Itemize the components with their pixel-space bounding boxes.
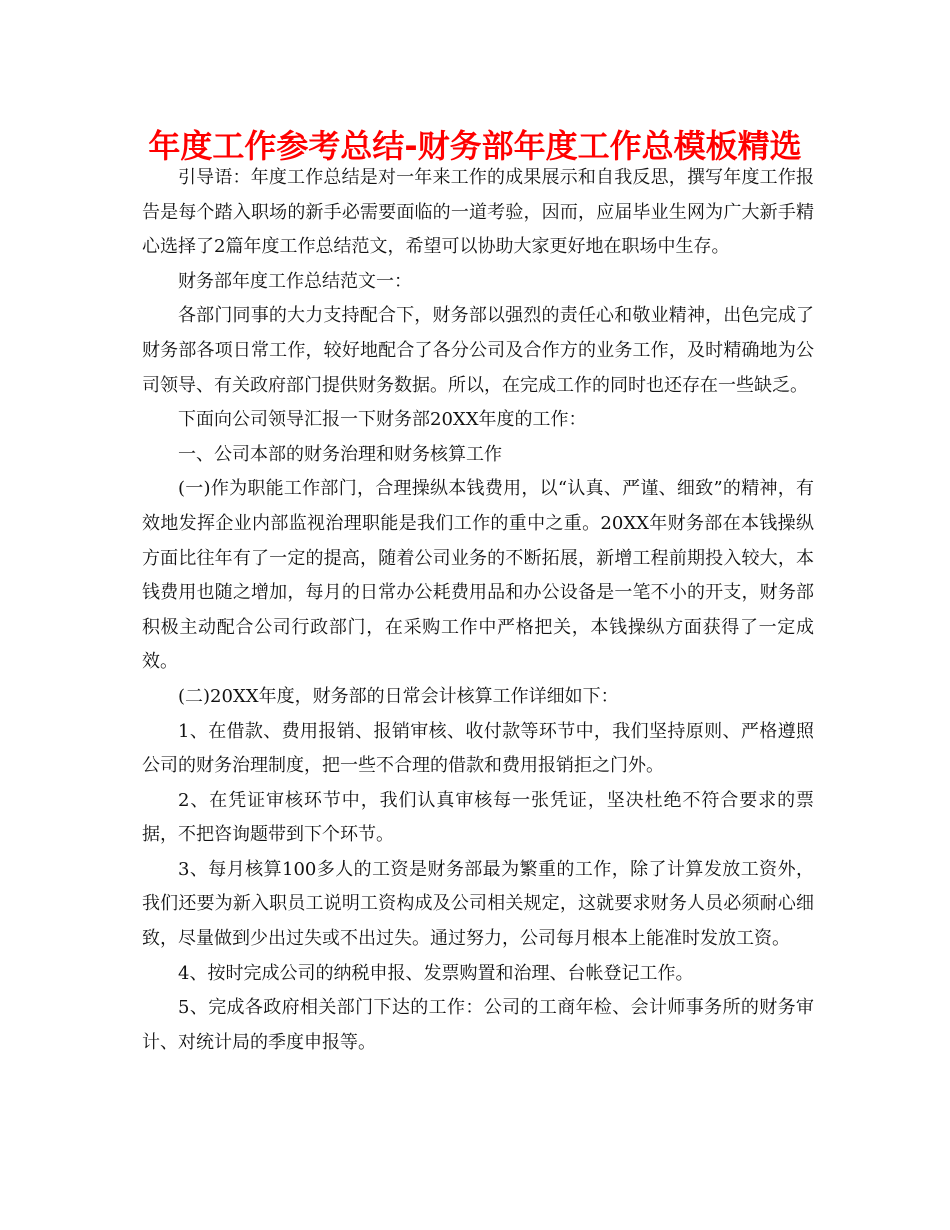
section-heading-part-one: 一、公司本部的财务治理和财务核算工作	[178, 443, 502, 465]
list-item: 5、完成各政府相关部门下达的工作：公司的工商年检、会计师事务所的财务审计、对统计局的季度申报等。	[142, 997, 814, 1053]
body-paragraph: 下面向公司领导汇报一下财务部20XX年度的工作：	[178, 409, 587, 431]
list-item: 3、每月核算100多人的工资是财务部最为繁重的工作，除了计算发放工资外，我们还要为新入职员工说明工资构成及公司相关规定，这就要求财务人员必须耐心细致，尽量做到少出过失或不出过失。通过努力，公司每月根本上能准时发放工资。	[142, 858, 814, 950]
section-heading-sample-one: 财务部年度工作总结范文一：	[178, 270, 412, 292]
subsection-heading: (二)20XX年度，财务部的日常会计核算工作详细如下：	[178, 685, 619, 707]
document-title: 年度工作参考总结-财务部年度工作总模板精选	[148, 127, 802, 165]
body-paragraph: (一)作为职能工作部门，合理操纵本钱费用，以“认真、严谨、细致”的精神，有效地发挥企业内部监视治理职能是我们工作的重中之重。20XX年财务部在本钱操纵方面比往年有了一定的提高，随着公司业务的不断拓展，新增工程前期投入较大，本钱费用也随之增加，每月的日常办公耗费用品和办公设备是一笔不小的开支，财务部积极主动配合公司行政部门，在采购工作中严格把关，本钱操纵方面获得了一定成效。	[142, 478, 814, 673]
body-paragraph: 各部门同事的大力支持配合下，财务部以强烈的责任心和敬业精神，出色完成了财务部各项日常工作，较好地配合了各分公司及合作方的业务工作，及时精确地为公司领导、有关政府部门提供财务数据。所以，在完成工作的同时也还存在一些缺乏。	[142, 305, 814, 396]
document-body	[142, 161, 814, 1060]
intro-paragraph: 引导语：年度工作总结是对一年来工作的成果展示和自我反思，撰写年度工作报告是每个踏入职场的新手必需要面临的一道考验，因而，应届毕业生网为广大新手精心选择了2篇年度工作总结范文，希望可以协助大家更好地在职场中生存。	[142, 167, 814, 258]
list-item: 1、在借款、费用报销、报销审核、收付款等环节中，我们坚持原则、严格遵照公司的财务治理制度，把一些不合理的借款和费用报销拒之门外。	[142, 720, 814, 777]
list-item: 4、按时完成公司的纳税申报、发票购置和治理、台帐登记工作。	[178, 962, 694, 984]
list-item: 2、在凭证审核环节中，我们认真审核每一张凭证，坚决杜绝不符合要求的票据，不把咨询题带到下个环节。	[142, 789, 814, 846]
